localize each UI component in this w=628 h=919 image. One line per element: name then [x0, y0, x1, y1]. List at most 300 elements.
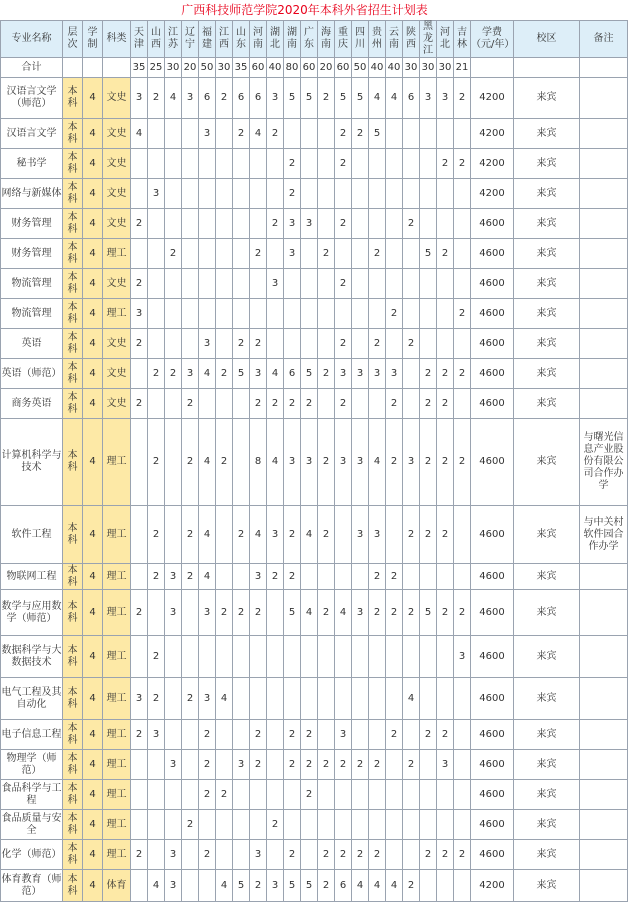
campus-cell: 来宾 [514, 329, 580, 359]
province-count [318, 299, 335, 329]
campus-cell: 来宾 [514, 506, 580, 564]
province-count: 4 [352, 870, 369, 902]
province-count: 2 [182, 389, 199, 419]
note-cell [580, 149, 628, 179]
province-count: 2 [250, 389, 267, 419]
note-cell [580, 780, 628, 810]
campus-cell: 来宾 [514, 78, 580, 119]
province-count [369, 179, 386, 209]
fee-cell: 4600 [471, 636, 514, 678]
province-count: 2 [233, 506, 250, 564]
province-count: 6 [335, 870, 352, 902]
province-count [216, 329, 233, 359]
province-count [216, 810, 233, 840]
province-count [420, 564, 437, 590]
total-province-count: 60 [301, 58, 318, 78]
province-count: 2 [386, 419, 403, 506]
province-count: 2 [403, 870, 420, 902]
province-count [182, 590, 199, 636]
province-count [165, 389, 182, 419]
province-count [182, 750, 199, 780]
province-count [148, 780, 165, 810]
major-name: 化学（师范） [1, 840, 63, 870]
province-count: 2 [369, 840, 386, 870]
province-count [267, 720, 284, 750]
note-cell [580, 389, 628, 419]
level-cell: 本科 [63, 299, 83, 329]
major-name: 英语 [1, 329, 63, 359]
province-count: 3 [437, 78, 454, 119]
campus-cell: 来宾 [514, 590, 580, 636]
province-count: 3 [335, 359, 352, 389]
header-province: 河北 [437, 21, 454, 58]
note-cell [580, 750, 628, 780]
header-row [1, 21, 628, 58]
province-count [148, 209, 165, 239]
province-count [131, 780, 148, 810]
province-count [216, 119, 233, 149]
province-count: 4 [403, 678, 420, 720]
years-cell: 4 [83, 329, 103, 359]
province-count [250, 269, 267, 299]
province-count: 4 [199, 359, 216, 389]
province-count [369, 636, 386, 678]
years-cell: 4 [83, 239, 103, 269]
category-cell: 理工 [103, 590, 131, 636]
province-count: 2 [267, 564, 284, 590]
level-cell: 本科 [63, 419, 83, 506]
province-count: 2 [182, 678, 199, 720]
province-count [454, 269, 471, 299]
province-count [386, 329, 403, 359]
province-count: 2 [420, 840, 437, 870]
campus-cell: 来宾 [514, 419, 580, 506]
province-count: 2 [165, 359, 182, 389]
province-count: 4 [301, 506, 318, 564]
total-province-count: 80 [284, 58, 301, 78]
province-count [318, 179, 335, 209]
province-count [335, 179, 352, 209]
province-count [148, 239, 165, 269]
province-count [148, 299, 165, 329]
province-count [352, 239, 369, 269]
total-campus-cell [514, 58, 580, 78]
major-name: 物流管理 [1, 299, 63, 329]
province-count [403, 119, 420, 149]
province-count: 5 [284, 590, 301, 636]
province-count: 3 [182, 78, 199, 119]
province-count: 3 [454, 636, 471, 678]
province-count [216, 269, 233, 299]
header-campus: 校区 [514, 21, 580, 58]
province-count: 2 [318, 590, 335, 636]
province-count: 2 [335, 389, 352, 419]
province-count: 5 [352, 78, 369, 119]
level-cell: 本科 [63, 209, 83, 239]
province-count [318, 564, 335, 590]
province-count: 6 [403, 78, 420, 119]
province-count [148, 329, 165, 359]
province-count [301, 299, 318, 329]
total-province-count: 25 [148, 58, 165, 78]
province-count: 2 [131, 590, 148, 636]
province-count [318, 209, 335, 239]
fee-cell: 4600 [471, 840, 514, 870]
campus-cell: 来宾 [514, 389, 580, 419]
province-count: 2 [403, 590, 420, 636]
province-count [199, 269, 216, 299]
province-count: 2 [437, 359, 454, 389]
province-count [454, 564, 471, 590]
province-count [437, 678, 454, 720]
province-count [437, 179, 454, 209]
province-count [318, 636, 335, 678]
header-category: 科类 [103, 21, 131, 58]
province-count [318, 119, 335, 149]
total-province-count: 40 [267, 58, 284, 78]
category-cell: 文史 [103, 359, 131, 389]
province-count [216, 209, 233, 239]
total-province-count: 60 [335, 58, 352, 78]
province-count [403, 269, 420, 299]
table-row [1, 564, 628, 590]
fee-cell: 4200 [471, 119, 514, 149]
header-province: 山东 [233, 21, 250, 58]
total-note-cell [580, 58, 628, 78]
province-count [318, 720, 335, 750]
years-cell: 4 [83, 299, 103, 329]
province-count [182, 179, 199, 209]
header-fee: 学费（元/年） [471, 21, 514, 58]
table-row [1, 636, 628, 678]
province-count [386, 780, 403, 810]
level-cell: 本科 [63, 179, 83, 209]
province-count: 3 [199, 590, 216, 636]
province-count [267, 329, 284, 359]
campus-cell: 来宾 [514, 678, 580, 720]
table-row [1, 209, 628, 239]
province-count [233, 269, 250, 299]
province-count: 4 [369, 419, 386, 506]
province-count [301, 329, 318, 359]
province-count [420, 119, 437, 149]
major-name: 体育教育（师范） [1, 870, 63, 902]
province-count [182, 870, 199, 902]
major-name: 物流管理 [1, 269, 63, 299]
province-count: 3 [131, 299, 148, 329]
province-count [454, 780, 471, 810]
fee-cell: 4600 [471, 419, 514, 506]
province-count: 2 [148, 78, 165, 119]
province-count: 3 [131, 78, 148, 119]
province-count [352, 179, 369, 209]
province-count: 2 [318, 419, 335, 506]
province-count [369, 810, 386, 840]
years-cell: 4 [83, 269, 103, 299]
province-count [284, 329, 301, 359]
province-count [454, 750, 471, 780]
province-count [148, 389, 165, 419]
category-cell: 理工 [103, 840, 131, 870]
province-count: 4 [216, 678, 233, 720]
province-count [267, 840, 284, 870]
province-count [233, 299, 250, 329]
province-count: 3 [250, 840, 267, 870]
total-row [1, 58, 628, 78]
province-count [267, 149, 284, 179]
province-count: 2 [454, 299, 471, 329]
province-count: 2 [165, 239, 182, 269]
campus-cell: 来宾 [514, 149, 580, 179]
province-count [369, 209, 386, 239]
total-category-cell [103, 58, 131, 78]
province-count [131, 149, 148, 179]
province-count: 3 [165, 840, 182, 870]
province-count [403, 564, 420, 590]
province-count [233, 636, 250, 678]
table-row [1, 299, 628, 329]
province-count: 3 [131, 678, 148, 720]
province-count: 2 [148, 636, 165, 678]
province-count [437, 269, 454, 299]
province-count: 2 [437, 720, 454, 750]
province-count [131, 750, 148, 780]
province-count [386, 678, 403, 720]
province-count: 2 [369, 239, 386, 269]
province-count [454, 239, 471, 269]
province-count [420, 636, 437, 678]
province-count: 3 [165, 590, 182, 636]
note-cell [580, 870, 628, 902]
province-count [454, 389, 471, 419]
province-count [199, 870, 216, 902]
campus-cell: 来宾 [514, 810, 580, 840]
category-cell: 文史 [103, 389, 131, 419]
level-cell: 本科 [63, 359, 83, 389]
total-province-count: 35 [233, 58, 250, 78]
province-count: 3 [284, 419, 301, 506]
province-count: 3 [335, 720, 352, 750]
province-count [267, 299, 284, 329]
province-count [301, 810, 318, 840]
province-count: 3 [199, 329, 216, 359]
province-count: 2 [420, 720, 437, 750]
province-count [165, 506, 182, 564]
category-cell: 理工 [103, 299, 131, 329]
province-count [386, 750, 403, 780]
province-count [420, 780, 437, 810]
province-count: 2 [386, 299, 403, 329]
province-count [165, 299, 182, 329]
level-cell: 本科 [63, 149, 83, 179]
province-count: 2 [454, 78, 471, 119]
province-count [216, 720, 233, 750]
province-count [454, 119, 471, 149]
header-province: 贵州 [369, 21, 386, 58]
province-count: 2 [216, 590, 233, 636]
province-count: 2 [369, 590, 386, 636]
province-count: 2 [437, 506, 454, 564]
province-count [403, 636, 420, 678]
province-count [199, 179, 216, 209]
province-count [284, 780, 301, 810]
years-cell: 4 [83, 564, 103, 590]
province-count [182, 269, 199, 299]
province-count [199, 389, 216, 419]
province-count: 2 [335, 840, 352, 870]
province-count: 3 [233, 750, 250, 780]
province-count: 2 [437, 840, 454, 870]
category-cell: 理工 [103, 780, 131, 810]
province-count [420, 299, 437, 329]
province-count [301, 239, 318, 269]
province-count: 2 [386, 590, 403, 636]
note-cell [580, 810, 628, 840]
province-count: 2 [352, 840, 369, 870]
province-count: 2 [182, 564, 199, 590]
province-count [352, 269, 369, 299]
header-province: 重庆 [335, 21, 352, 58]
province-count [250, 678, 267, 720]
province-count [301, 564, 318, 590]
province-count: 3 [199, 678, 216, 720]
province-count: 5 [420, 590, 437, 636]
province-count: 4 [267, 359, 284, 389]
header-years: 学制 [83, 21, 103, 58]
campus-cell: 来宾 [514, 564, 580, 590]
province-count: 6 [233, 78, 250, 119]
province-count [318, 678, 335, 720]
province-count [165, 720, 182, 750]
province-count [182, 840, 199, 870]
province-count [267, 678, 284, 720]
table-row [1, 359, 628, 389]
province-count: 2 [233, 590, 250, 636]
province-count: 5 [335, 78, 352, 119]
province-count [216, 239, 233, 269]
province-count: 2 [250, 870, 267, 902]
campus-cell: 来宾 [514, 636, 580, 678]
province-count: 2 [148, 564, 165, 590]
province-count: 2 [301, 389, 318, 419]
note-cell [580, 636, 628, 678]
table-row [1, 590, 628, 636]
fee-cell: 4600 [471, 720, 514, 750]
province-count: 4 [267, 419, 284, 506]
province-count [335, 678, 352, 720]
province-count [386, 209, 403, 239]
header-province: 湖北 [267, 21, 284, 58]
province-count: 3 [335, 419, 352, 506]
province-count: 2 [182, 506, 199, 564]
province-count [454, 870, 471, 902]
province-count: 2 [131, 209, 148, 239]
province-count [182, 209, 199, 239]
province-count [233, 239, 250, 269]
province-count: 3 [352, 419, 369, 506]
province-count [165, 209, 182, 239]
province-count: 4 [199, 419, 216, 506]
province-count [352, 329, 369, 359]
province-count [437, 810, 454, 840]
total-province-count: 50 [199, 58, 216, 78]
category-cell: 文史 [103, 209, 131, 239]
province-count: 2 [454, 590, 471, 636]
total-province-count: 30 [165, 58, 182, 78]
province-count: 2 [420, 506, 437, 564]
province-count: 2 [437, 149, 454, 179]
province-count [420, 329, 437, 359]
province-count: 3 [284, 209, 301, 239]
province-count [284, 636, 301, 678]
category-cell: 理工 [103, 239, 131, 269]
province-count: 3 [437, 750, 454, 780]
table-row [1, 149, 628, 179]
province-count: 2 [352, 750, 369, 780]
province-count [199, 209, 216, 239]
years-cell: 4 [83, 359, 103, 389]
province-count [131, 564, 148, 590]
years-cell: 4 [83, 780, 103, 810]
province-count: 2 [318, 78, 335, 119]
note-cell: 与中关村软件园合作办学 [580, 506, 628, 564]
province-count [284, 119, 301, 149]
header-province: 江西 [216, 21, 233, 58]
table-row [1, 810, 628, 840]
province-count [165, 780, 182, 810]
province-count: 4 [131, 119, 148, 149]
major-name: 电气工程及其自动化 [1, 678, 63, 720]
province-count [199, 810, 216, 840]
province-count [233, 780, 250, 810]
province-count [199, 636, 216, 678]
province-count: 4 [250, 119, 267, 149]
province-count [420, 678, 437, 720]
province-count [182, 149, 199, 179]
category-cell: 文史 [103, 78, 131, 119]
province-count [216, 149, 233, 179]
province-count: 2 [454, 419, 471, 506]
header-province: 山西 [148, 21, 165, 58]
category-cell: 理工 [103, 419, 131, 506]
province-count [386, 119, 403, 149]
major-name: 物联网工程 [1, 564, 63, 590]
province-count [454, 506, 471, 564]
province-count: 2 [437, 239, 454, 269]
major-name: 英语（师范） [1, 359, 63, 389]
province-count: 3 [148, 179, 165, 209]
province-count: 2 [403, 209, 420, 239]
province-count: 2 [284, 389, 301, 419]
province-count [335, 810, 352, 840]
header-level: 层次 [63, 21, 83, 58]
note-cell [580, 840, 628, 870]
fee-cell: 4200 [471, 149, 514, 179]
province-count: 2 [199, 840, 216, 870]
province-count: 3 [165, 870, 182, 902]
level-cell: 本科 [63, 78, 83, 119]
years-cell: 4 [83, 506, 103, 564]
level-cell: 本科 [63, 636, 83, 678]
province-count [352, 149, 369, 179]
province-count [352, 564, 369, 590]
years-cell: 4 [83, 209, 103, 239]
province-count [233, 179, 250, 209]
province-count: 2 [386, 564, 403, 590]
province-count: 2 [335, 149, 352, 179]
province-count: 2 [386, 720, 403, 750]
province-count [437, 564, 454, 590]
